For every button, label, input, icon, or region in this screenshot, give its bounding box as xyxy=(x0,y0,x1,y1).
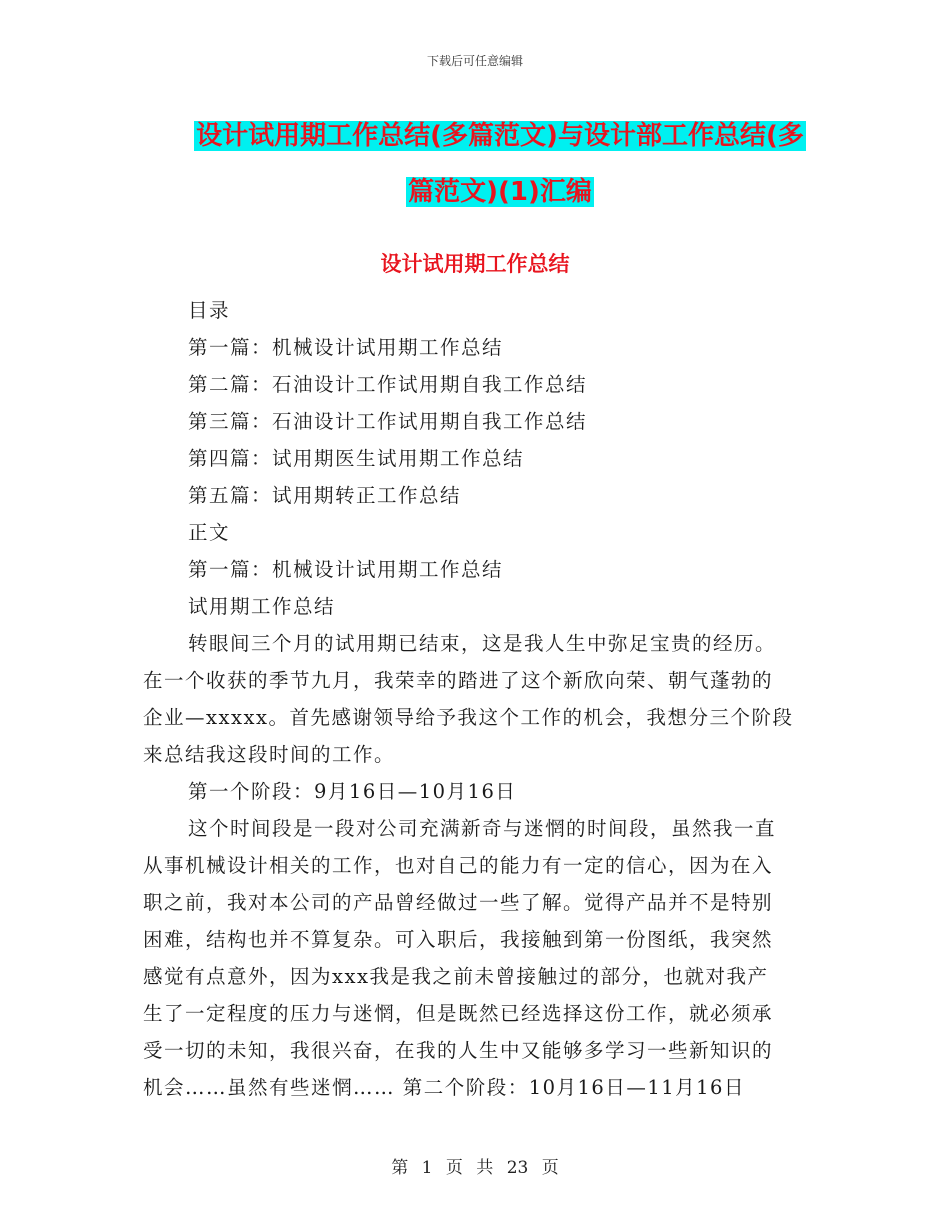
paragraph-line: 机会……虽然有些迷惘…… 第二个阶段：10月16日—11月16日 xyxy=(143,1076,745,1099)
paragraph-line: 企业—xxxxx。首先感谢领导给予我这个工作的机会，我想分三个阶段 xyxy=(143,706,794,729)
paragraph-line: 困难，结构也并不算复杂。可入职后，我接触到第一份图纸，我突然 xyxy=(143,928,774,951)
title-line-2: 篇范文)(1)汇编 xyxy=(408,177,592,207)
toc-heading: 目录 xyxy=(188,299,231,322)
paragraph-line: 从事机械设计相关的工作，也对自己的能力有一定的信心，因为在入 xyxy=(143,854,774,877)
header-note: 下载后可任意编辑 xyxy=(426,54,523,68)
toc-item-3: 第三篇：石油设计工作试用期自我工作总结 xyxy=(188,410,588,433)
paragraph-line: 这个时间段是一段对公司充满新奇与迷惘的时间段，虽然我一直 xyxy=(188,817,777,840)
toc-item-1: 第一篇：机械设计试用期工作总结 xyxy=(188,336,504,359)
paragraph-line: 转眼间三个月的试用期已结束，这是我人生中弥足宝贵的经历。 xyxy=(188,632,777,655)
stage-heading: 第一个阶段：9月16日—10月16日 xyxy=(188,780,517,803)
paragraph-line: 来总结我这段时间的工作。 xyxy=(143,743,396,766)
section-title: 设计试用期工作总结 xyxy=(380,252,570,276)
paragraph-line: 在一个收获的季节九月，我荣幸的踏进了这个新欣向荣、朝气蓬勃的 xyxy=(143,669,774,692)
body-heading: 正文 xyxy=(188,521,231,544)
chapter-subheading: 试用期工作总结 xyxy=(188,595,336,618)
paragraph-line: 职之前，我对本公司的产品曾经做过一些了解。觉得产品并不是特别 xyxy=(143,891,774,914)
toc-item-2: 第二篇：石油设计工作试用期自我工作总结 xyxy=(188,373,588,396)
paragraph-line: 受一切的未知，我很兴奋，在我的人生中又能够多学习一些新知识的 xyxy=(143,1039,774,1062)
page-footer: 第 1 页 共 23 页 xyxy=(391,1158,559,1178)
title-line-1: 设计试用期工作总结(多篇范文)与设计部工作总结(多 xyxy=(196,121,804,151)
document-body xyxy=(143,292,809,1106)
chapter-heading: 第一篇：机械设计试用期工作总结 xyxy=(188,558,504,581)
toc-item-4: 第四篇：试用期医生试用期工作总结 xyxy=(188,447,525,470)
paragraph-line: 生了一定程度的压力与迷惘，但是既然已经选择这份工作，就必须承 xyxy=(143,1002,774,1025)
document-title xyxy=(180,108,820,220)
paragraph-line: 感觉有点意外，因为xxx我是我之前未曾接触过的部分，也就对我产 xyxy=(143,965,769,988)
toc-item-5: 第五篇：试用期转正工作总结 xyxy=(188,484,462,507)
